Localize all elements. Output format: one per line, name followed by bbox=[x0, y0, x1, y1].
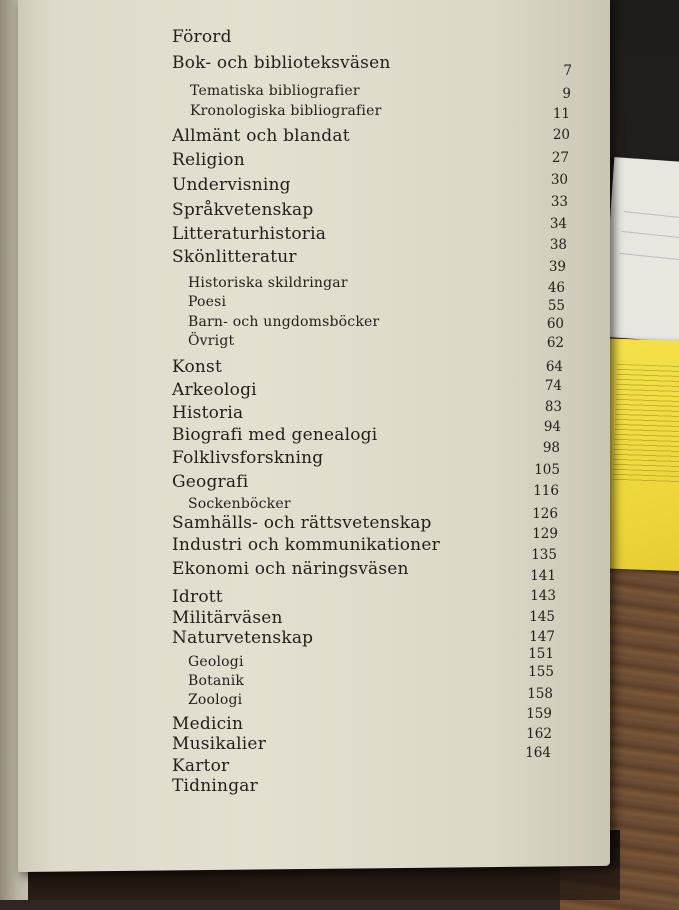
toc-page-number: 46 bbox=[547, 280, 565, 296]
toc-page-number: 98 bbox=[542, 440, 560, 456]
toc-title: Idrott bbox=[172, 587, 223, 607]
toc-subtitle: Sockenböcker bbox=[188, 496, 291, 512]
toc-page-number: 162 bbox=[526, 726, 552, 742]
toc-page-number: 143 bbox=[530, 588, 556, 604]
toc-page-number: 7 bbox=[563, 63, 572, 79]
toc-page-number: 60 bbox=[546, 316, 564, 332]
toc-page-number: 34 bbox=[549, 216, 567, 232]
toc-page-number: 147 bbox=[529, 629, 555, 645]
toc-page-number: 27 bbox=[551, 150, 569, 166]
toc-title: Undervisning bbox=[172, 175, 291, 195]
toc-page-number: 38 bbox=[549, 237, 567, 253]
toc-page-number: 141 bbox=[530, 568, 556, 584]
toc-page-number: 9 bbox=[562, 86, 571, 102]
toc-subtitle: Geologi bbox=[188, 654, 244, 670]
toc-page-number: 155 bbox=[528, 664, 554, 680]
toc-page-number: 94 bbox=[543, 419, 561, 435]
toc-subtitle: Övrigt bbox=[188, 333, 235, 349]
toc-title: Skönlitteratur bbox=[172, 247, 297, 267]
toc-title: Historia bbox=[172, 403, 244, 423]
toc-title: Bok- och biblioteksväsen bbox=[172, 53, 391, 73]
toc-subtitle: Botanik bbox=[188, 673, 245, 689]
toc-page-number: 20 bbox=[552, 127, 570, 143]
toc-title: Konst bbox=[172, 357, 222, 377]
toc-title: Samhälls- och rättsvetenskap bbox=[172, 513, 432, 533]
toc-title: Naturvetenskap bbox=[172, 628, 314, 648]
toc-page-number: 55 bbox=[547, 298, 565, 314]
toc-title: Tidningar bbox=[172, 776, 258, 796]
toc-subtitle: Poesi bbox=[188, 294, 227, 310]
toc-page-number: 145 bbox=[529, 609, 555, 625]
toc-page-number: 105 bbox=[534, 462, 560, 478]
toc-page-number: 11 bbox=[552, 106, 570, 122]
toc-page-number: 164 bbox=[525, 745, 551, 761]
toc-page-number: 30 bbox=[550, 172, 568, 188]
toc-title: Folklivsforskning bbox=[172, 448, 324, 468]
toc-page-number: 33 bbox=[550, 194, 568, 210]
toc-subtitle: Historiska skildringar bbox=[188, 275, 348, 291]
toc-subtitle: Kronologiska bibliografier bbox=[190, 103, 382, 119]
toc-page-number: 39 bbox=[548, 259, 566, 275]
toc-page-number: 74 bbox=[544, 378, 562, 394]
toc-page-number: 83 bbox=[544, 399, 562, 415]
toc-title: Religion bbox=[172, 150, 245, 170]
toc-page-number: 64 bbox=[545, 359, 563, 375]
toc-page-number: 159 bbox=[526, 706, 552, 722]
toc-page-number: 129 bbox=[532, 526, 558, 542]
toc-page-number: 158 bbox=[527, 686, 553, 702]
toc-page-number: 116 bbox=[533, 483, 559, 499]
toc-title: Kartor bbox=[172, 756, 230, 776]
toc-subtitle: Barn- och ungdomsböcker bbox=[188, 314, 380, 330]
toc-title: Ekonomi och näringsväsen bbox=[172, 559, 409, 579]
toc-page-number: 151 bbox=[528, 646, 554, 662]
toc-subtitle: Zoologi bbox=[188, 692, 243, 708]
toc-title: Litteraturhistoria bbox=[172, 224, 327, 244]
toc-subtitle: Tematiska bibliografier bbox=[190, 83, 360, 99]
toc-page-number: 62 bbox=[546, 335, 564, 351]
toc-title: Industri och kommunikationer bbox=[172, 535, 440, 555]
toc-page-number: 126 bbox=[532, 506, 558, 522]
toc-page-number: 135 bbox=[531, 547, 557, 563]
toc-title: Arkeologi bbox=[172, 380, 257, 400]
toc-title: Musikalier bbox=[172, 734, 267, 754]
toc-title: Biografi med genealogi bbox=[172, 425, 378, 445]
toc-title: Språkvetenskap bbox=[172, 200, 314, 220]
toc-title: Medicin bbox=[172, 714, 244, 734]
toc-title: Militärväsen bbox=[172, 608, 283, 628]
toc-title: Förord bbox=[172, 27, 232, 47]
toc-title: Allmänt och blandat bbox=[172, 126, 350, 146]
toc-title: Geografi bbox=[172, 472, 249, 492]
